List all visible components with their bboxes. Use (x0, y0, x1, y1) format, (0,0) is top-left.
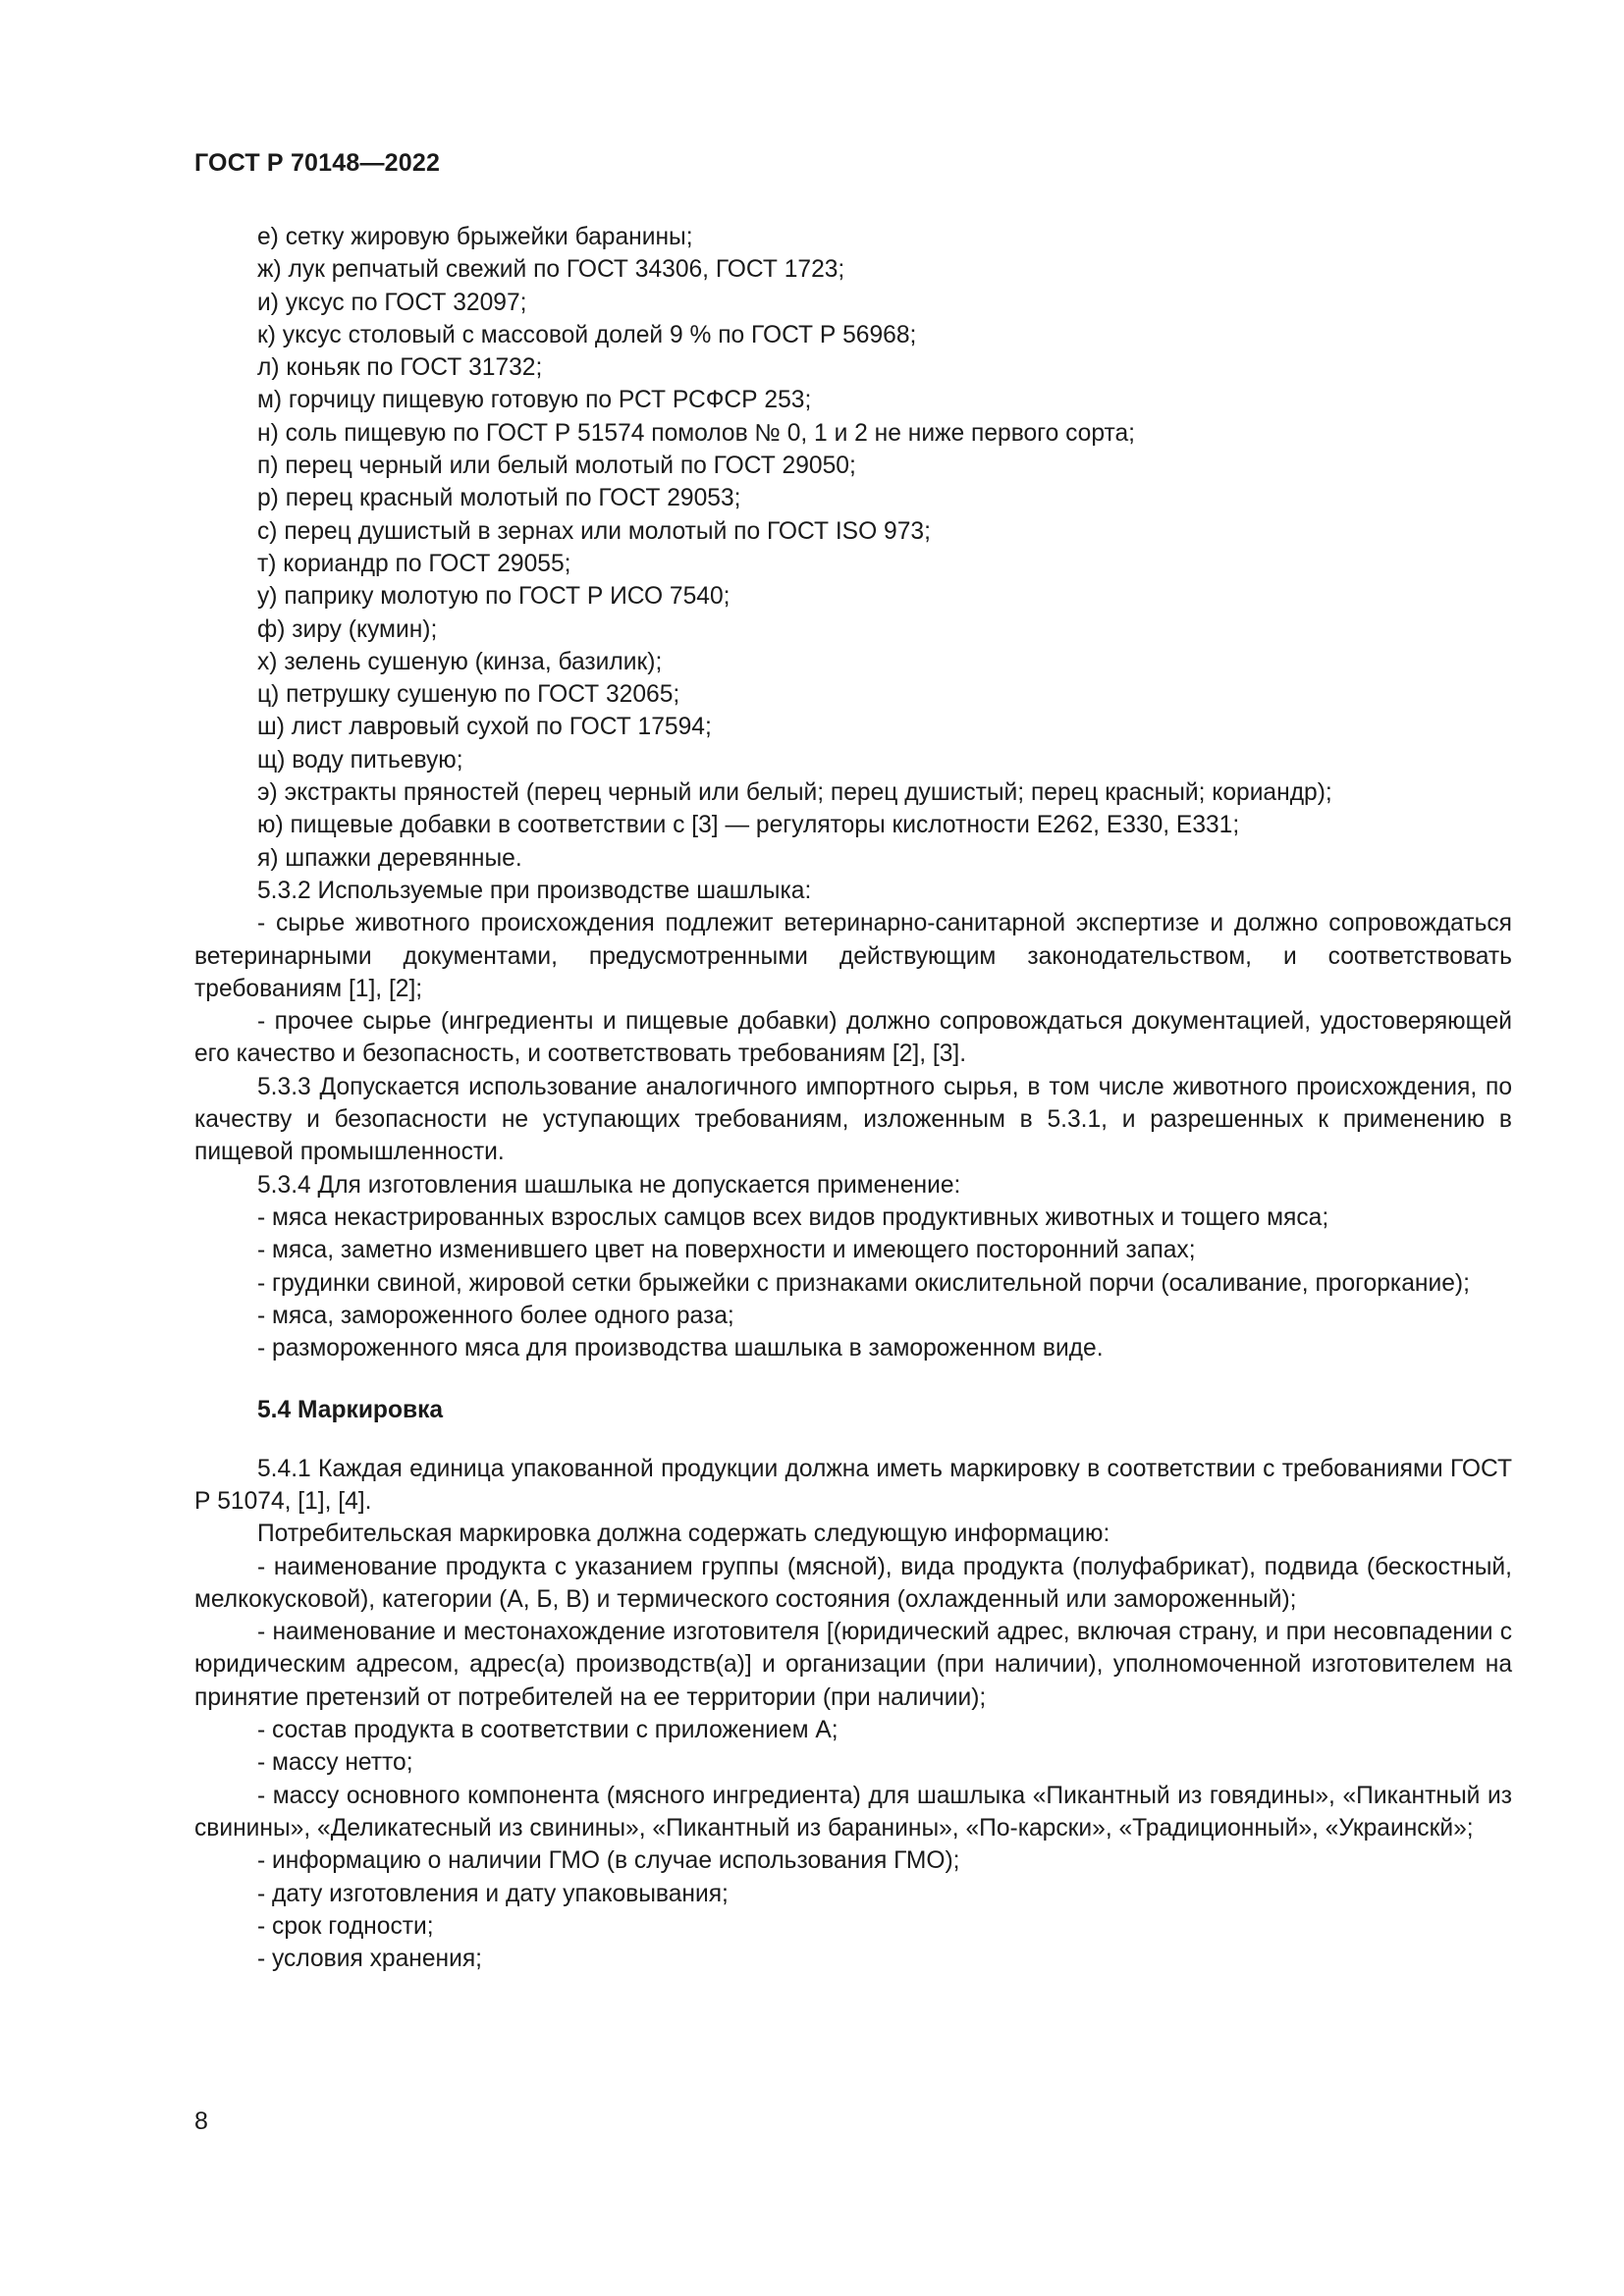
list-item: щ) воду питьевую; (257, 746, 463, 774)
marking-item: - массу нетто; (257, 1749, 413, 1777)
clause-5-3-4-item: - мяса некастрированных взрослых самцов всех видов продуктивных животных и тощего мяса; (257, 1203, 1329, 1231)
list-item: н) соль пищевую по ГОСТ Р 51574 помолов № 0, 1 и 2 не ниже первого сорта; (257, 419, 1135, 447)
list-item: ф) зиру (кумин); (257, 615, 438, 643)
list-item: у) паприку молотую по ГОСТ Р ИСО 7540; (257, 583, 731, 611)
list-item: и) уксус по ГОСТ 32097; (257, 289, 527, 316)
clause-5-3-2-item: - сырье животного происхождения подлежит ветеринарно-санитарной экспертизе и должно сопровождаться ветеринарными документами, предусмотренными действующим законодательством, и соответствовать требованиям [1], [2]; (194, 910, 1512, 1002)
list-item: э) экстракты пряностей (перец черный или белый; перец душистый; перец красный; кориандр); (257, 779, 1332, 807)
document-body (194, 221, 1512, 1975)
list-item: ш) лист лавровый сухой по ГОСТ 17594; (257, 714, 712, 741)
clause-5-3-4-item: - мяса, заметно изменившего цвет на поверхности и имеющего посторонний запах; (257, 1237, 1196, 1264)
marking-item: - срок годности; (257, 1912, 434, 1940)
marking-item: - массу основного компонента (мясного ингредиента) для шашлыка «Пикантный из говядины», «Пикантный из свинины», «Деликатесный из свинины», «Пикантный из баранины», «По-карски», «Традиционный», «Украинскй»; (194, 1782, 1512, 1842)
consumer-marking-intro: Потребительская маркировка должна содержать следующую информацию: (257, 1521, 1110, 1548)
list-item: с) перец душистый в зернах или молотый по ГОСТ ISO 973; (257, 517, 931, 545)
marking-item: - дату изготовления и дату упаковывания; (257, 1880, 729, 1907)
list-item: ю) пищевые добавки в соответствии с [3] — регуляторы кислотности Е262, Е330, Е331; (257, 812, 1240, 839)
ingredient-list (194, 221, 1512, 875)
marking-item: - информацию о наличии ГМО (в случае использования ГМО); (257, 1847, 960, 1875)
clause-5-3-4-item: - мяса, замороженного более одного раза; (257, 1302, 734, 1329)
list-item: р) перец красный молотый по ГОСТ 29053; (257, 485, 741, 512)
list-item: е) сетку жировую брыжейки баранины; (257, 224, 693, 250)
document-code-header: ГОСТ Р 70148—2022 (194, 149, 441, 177)
list-item: х) зелень сушеную (кинза, базилик); (257, 648, 663, 675)
list-item: п) перец черный или белый молотый по ГОСТ 29050; (257, 453, 856, 480)
marking-item: - состав продукта в соответствии с приложением А; (257, 1717, 839, 1744)
list-item: м) горчицу пищевую готовую по РСТ РСФСР 253; (257, 387, 812, 414)
clause-5-3-3: 5.3.3 Допускается использование аналогичного импортного сырья, в том числе животного происхождения, по качеству и безопасности не уступающих требованиям, изложенным в 5.3.1, и разрешенных к применению в пищевой промышленности. (194, 1073, 1512, 1166)
section-heading-marking: 5.4 Маркировка (257, 1397, 444, 1424)
list-item: ц) петрушку сушеную по ГОСТ 32065; (257, 681, 680, 709)
clause-5-3-2-item: - прочее сырье (ингредиенты и пищевые добавки) должно сопровождаться документацией, удостоверяющей его качество и безопасность, и соответствовать требованиям [2], [3]. (194, 1008, 1512, 1068)
list-item: ж) лук репчатый свежий по ГОСТ 34306, ГОСТ 1723; (257, 256, 845, 284)
clause-5-3-2-intro: 5.3.2 Используемые при производстве шашлыка: (257, 877, 812, 904)
clause-5-3-4-intro: 5.3.4 Для изготовления шашлыка не допускается применение: (257, 1171, 961, 1199)
marking-item: - условия хранения; (257, 1946, 482, 1973)
marking-item: - наименование продукта с указанием группы (мясной), вида продукта (полуфабрикат), подвида (бескостный, мелкокусковой), категории (А, Б, В) и термического состояния (охлажденный или замороженный); (194, 1553, 1512, 1613)
clause-5-3-4-item: - размороженного мяса для производства шашлыка в замороженном виде. (257, 1335, 1104, 1362)
list-item: т) кориандр по ГОСТ 29055; (257, 550, 571, 577)
marking-item: - наименование и местонахождение изготовителя [(юридический адрес, включая страну, и при несовпадении с юридическим адресом, адрес(а) производств(а)] и организации (при наличии), уполномоченной изготовителем на принятие претензий от потребителей на ее территории (при наличии); (194, 1619, 1512, 1711)
list-item: л) коньяк по ГОСТ 31732; (257, 354, 543, 382)
list-item: я) шпажки деревянные. (257, 844, 522, 872)
clause-5-4-1: 5.4.1 Каждая единица упакованной продукции должна иметь маркировку в соответствии с требованиями ГОСТ Р 51074, [1], [4]. (194, 1455, 1512, 1515)
clause-5-3-4-item: - грудинки свиной, жировой сетки брыжейки с признаками окислительной порчи (осаливание, прогоркание); (257, 1269, 1470, 1297)
page-number: 8 (194, 2108, 208, 2135)
list-item: к) уксус столовый с массовой долей 9 % по ГОСТ Р 56968; (257, 321, 917, 348)
